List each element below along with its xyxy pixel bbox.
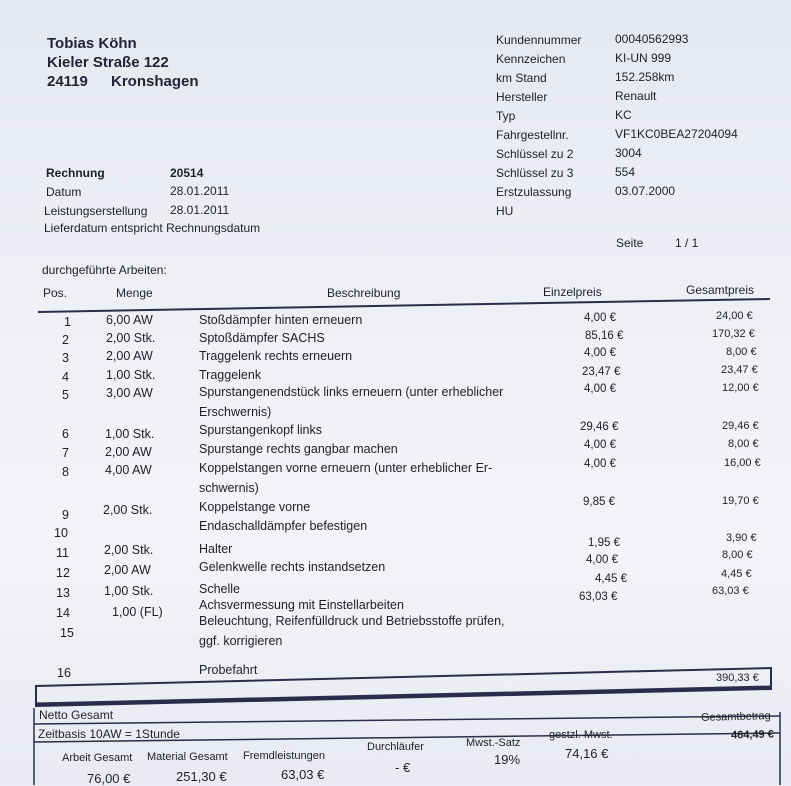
item-description: Schelle	[199, 582, 240, 596]
item-menge: 4,00 AW	[105, 463, 152, 477]
item-pos: 14	[56, 606, 70, 620]
vehicle-label: Schlüssel zu 3	[496, 166, 574, 180]
item-pos: 12	[56, 566, 70, 580]
item-gesamtpreis: 8,00 €	[726, 346, 757, 358]
item-gesamtpreis: 8,00 €	[728, 438, 759, 450]
item-einzelpreis: 23,47 €	[582, 366, 621, 378]
item-description: Endaschalldämpfer befestigen	[199, 519, 368, 533]
summary-col-value: 19%	[494, 752, 521, 767]
item-description: Stoßdämpfer hinten erneuern	[199, 313, 363, 327]
netto-label: Netto Gesamt	[39, 708, 114, 722]
datum-label: Datum	[46, 185, 82, 199]
rechnung-label: Rechnung	[46, 166, 105, 180]
item-pos: 3	[62, 351, 69, 365]
item-description-cont: schwernis)	[199, 481, 259, 495]
item-description: Spurstangenendstück links erneuern (unter erheblicher	[199, 385, 504, 399]
item-pos: 4	[62, 370, 69, 384]
leistung-value: 28.01.2011	[170, 203, 230, 217]
vehicle-value: 554	[615, 165, 636, 179]
item-description-cont: Erschwernis)	[199, 405, 272, 419]
item-einzelpreis: 4,00 €	[584, 347, 616, 359]
summary-col-label: Material Gesamt	[147, 751, 228, 763]
summary-col-value: 251,30 €	[176, 769, 227, 784]
customer-city: Kronshagen	[111, 73, 199, 90]
summary-col-label: gestzl. Mwst.	[549, 729, 613, 741]
item-einzelpreis: 4,00 €	[584, 458, 616, 470]
item-gesamtpreis: 8,00 €	[722, 549, 753, 561]
item-gesamtpreis: 29,46 €	[722, 420, 759, 432]
customer-zip: 24119	[47, 73, 88, 90]
item-pos: 8	[62, 465, 69, 479]
summary-col-value: 74,16 €	[565, 746, 609, 761]
summary-col-label: Durchläufer	[367, 741, 424, 753]
item-pos: 11	[56, 546, 69, 560]
subtotal-value: 390,33 €	[716, 672, 759, 684]
item-einzelpreis: 63,03 €	[579, 591, 618, 603]
item-description: Traggelenk rechts erneuern	[199, 349, 353, 363]
customer-name: Tobias Köhn	[47, 35, 137, 52]
summary-col-value: 76,00 €	[87, 771, 131, 786]
item-einzelpreis: 4,00 €	[586, 554, 618, 566]
item-menge: 2,00 AW	[104, 563, 151, 577]
item-pos: 15	[60, 626, 74, 640]
item-menge: 1,00 Stk.	[106, 368, 156, 382]
col-einzelpreis: Einzelpreis	[543, 285, 602, 299]
item-description: Spurstange rechts gangbar machen	[199, 442, 398, 456]
datum-value: 28.01.2011	[170, 184, 230, 198]
col-beschreibung: Beschreibung	[327, 286, 401, 300]
item-menge: 1,00 Stk.	[105, 427, 155, 441]
item-einzelpreis: 4,00 €	[584, 439, 616, 451]
item-menge: 2,00 Stk.	[106, 331, 156, 345]
col-gesamtpreis: Gesamtpreis	[686, 283, 755, 297]
item-description: Beleuchtung, Reifenfülldruck und Betriebsstoffe prüfen,	[199, 614, 505, 628]
item-gesamtpreis: 63,03 €	[712, 585, 749, 597]
item-pos: 7	[62, 446, 69, 460]
item-menge: 6,00 AW	[106, 313, 153, 327]
item-menge: 2,00 AW	[105, 445, 152, 459]
summary-col-value: 63,03 €	[281, 767, 325, 782]
leistung-label: Leistungserstellung	[44, 204, 148, 218]
item-menge: 2,00 Stk.	[103, 503, 153, 517]
item-einzelpreis: 4,45 €	[595, 573, 627, 585]
vehicle-label: km Stand	[496, 71, 547, 85]
summary-col-label: Mwst.-Satz	[466, 737, 521, 749]
item-gesamtpreis: 12,00 €	[722, 382, 759, 394]
item-description: Gelenkwelle rechts instandsetzen	[199, 560, 386, 574]
vehicle-label: HU	[496, 204, 514, 218]
item-einzelpreis: 9,85 €	[583, 496, 615, 508]
item-menge: 1,00 Stk.	[104, 584, 154, 598]
vehicle-label: Kennzeichen	[496, 52, 566, 66]
item-pos: 13	[56, 586, 70, 600]
vehicle-value: 152.258km	[615, 70, 675, 84]
item-menge: 2,00 AW	[106, 349, 153, 363]
item-gesamtpreis: 170,32 €	[712, 328, 755, 340]
item-description: Achsvermessung mit Einstellarbeiten	[199, 598, 404, 612]
item-pos: 2	[62, 333, 69, 347]
vehicle-label: Erstzulassung	[496, 185, 572, 199]
item-pos: 5	[62, 388, 69, 402]
vehicle-value: 00040562993	[615, 32, 689, 46]
col-menge: Menge	[116, 286, 153, 300]
gesamtbetrag-value: 464,49 €	[730, 728, 774, 742]
item-gesamtpreis: 23,47 €	[721, 364, 758, 376]
item-einzelpreis: 1,95 €	[588, 537, 620, 549]
item-pos: 1	[64, 315, 71, 329]
lieferdatum-note: Lieferdatum entspricht Rechnungsdatum	[44, 221, 261, 235]
vehicle-value: KI-UN 999	[615, 51, 672, 65]
vehicle-value: Renault	[615, 89, 657, 103]
item-description: Traggelenk	[199, 368, 262, 382]
item-menge: 1,00 (FL)	[112, 605, 163, 619]
rechnung-number: 20514	[170, 166, 204, 180]
item-gesamtpreis: 19,70 €	[722, 495, 759, 507]
zeitbasis: Zeitbasis 10AW = 1Stunde	[38, 727, 180, 741]
item-description: Probefahrt	[199, 663, 258, 677]
vehicle-label: Schlüssel zu 2	[496, 147, 574, 161]
item-pos: 9	[62, 508, 69, 522]
item-einzelpreis: 4,00 €	[584, 312, 616, 324]
section-title: durchgeführte Arbeiten:	[42, 263, 167, 277]
item-pos: 16	[57, 666, 71, 680]
summary-col-value: - €	[395, 760, 411, 775]
item-description-cont: ggf. korrigieren	[199, 634, 283, 648]
item-einzelpreis: 85,16 €	[585, 330, 624, 342]
seite-value: 1 / 1	[675, 236, 699, 250]
item-description: Koppelstange vorne	[199, 500, 311, 514]
vehicle-value: 03.07.2000	[615, 184, 676, 198]
vehicle-value: VF1KC0BEA27204094	[615, 127, 738, 141]
summary-col-label: Arbeit Gesamt	[62, 752, 133, 764]
item-einzelpreis: 29,46 €	[580, 421, 619, 433]
vehicle-label: Hersteller	[496, 90, 548, 104]
item-einzelpreis: 4,00 €	[584, 383, 616, 395]
item-menge: 3,00 AW	[106, 386, 153, 400]
vehicle-label: Fahrgestellnr.	[496, 128, 569, 142]
vehicle-value: 3004	[615, 146, 642, 160]
item-description: Sptoßdämpfer SACHS	[199, 331, 325, 345]
gesamtbetrag-label: Gesamtbetrag	[700, 710, 771, 724]
item-description: Halter	[199, 542, 233, 556]
item-gesamtpreis: 24,00 €	[716, 310, 753, 322]
vehicle-label: Kundennummer	[496, 33, 582, 47]
item-menge: 2,00 Stk.	[104, 543, 154, 557]
item-pos: 6	[62, 427, 69, 441]
vehicle-label: Typ	[496, 109, 516, 123]
item-pos: 10	[54, 526, 68, 540]
vehicle-value: KC	[615, 108, 632, 122]
item-description: Koppelstangen vorne erneuern (unter erheblicher Er-	[199, 461, 493, 475]
item-description: Spurstangenkopf links	[199, 423, 322, 437]
summary-col-label: Fremdleistungen	[243, 750, 325, 762]
item-gesamtpreis: 4,45 €	[721, 568, 752, 580]
item-gesamtpreis: 16,00 €	[724, 457, 761, 469]
col-pos: Pos.	[43, 286, 68, 300]
customer-street: Kieler Straße 122	[47, 54, 169, 71]
item-gesamtpreis: 3,90 €	[726, 532, 757, 544]
seite-label: Seite	[616, 236, 644, 250]
